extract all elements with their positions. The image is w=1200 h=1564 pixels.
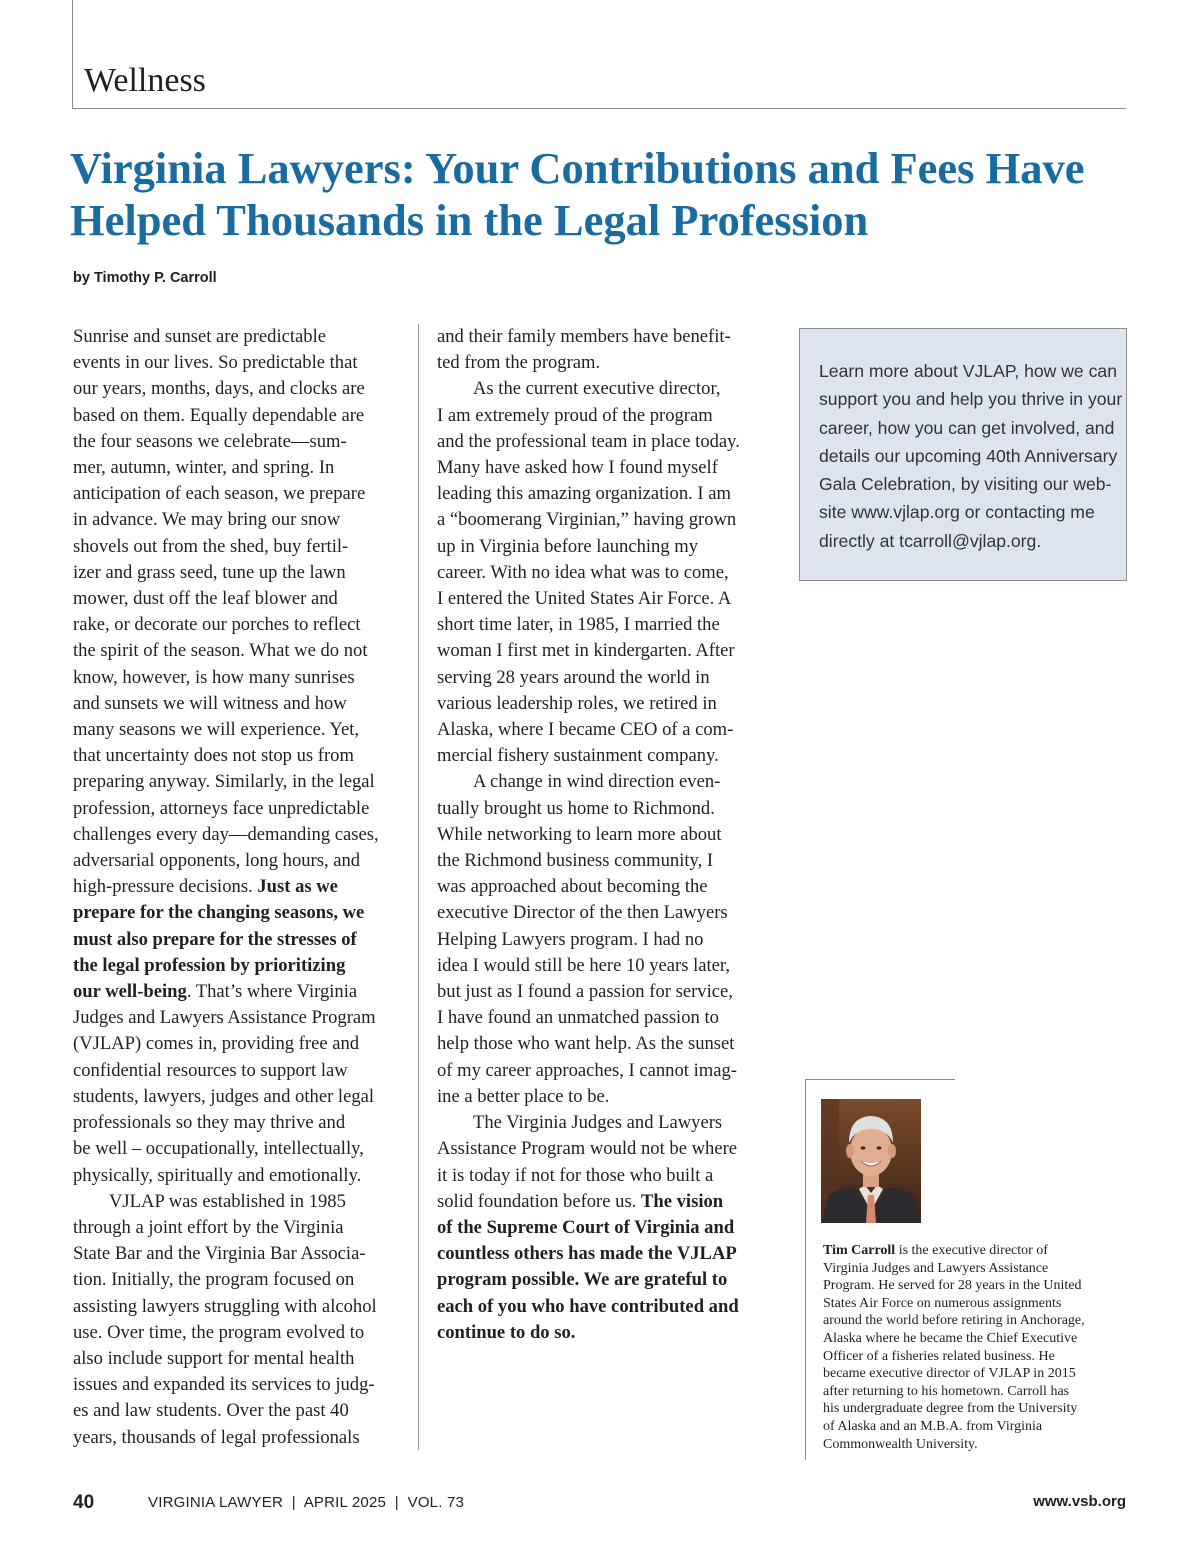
- body-line: I am extremely proud of the program: [437, 404, 713, 426]
- body-line: serving 28 years around the world in: [437, 666, 710, 688]
- body-line: Alaska, where I became CEO of a com-: [437, 719, 734, 741]
- body-line: but just as I found a passion for service,: [437, 981, 733, 1003]
- body-line: years, thousands of legal professionals: [73, 1426, 360, 1448]
- body-line: mercial fishery sustainment company.: [437, 745, 719, 767]
- body-line: es and law students. Over the past 40: [73, 1400, 349, 1422]
- body-line: [437, 1189, 767, 1215]
- info-line: site www.vjlap.org or contacting me: [819, 502, 1095, 523]
- bio-line: Commonwealth University.: [823, 1436, 978, 1452]
- website-url: www.vsb.org: [1033, 1493, 1126, 1510]
- body-line: (VJLAP) comes in, providing free and: [73, 1033, 360, 1055]
- body-line: the four seasons we celebrate—sum-: [73, 430, 347, 452]
- body-line: woman I first met in kindergarten. After: [437, 640, 735, 662]
- body-line: through a joint effort by the Virginia: [73, 1216, 344, 1238]
- body-line: adversarial opponents, long hours, and: [73, 850, 361, 872]
- body-line: many seasons we will experience. Yet,: [73, 719, 360, 741]
- body-line: our years, months, days, and clocks are: [73, 378, 365, 400]
- body-line: Many have asked how I found myself: [437, 457, 718, 479]
- body-line: know, however, is how many sunrises: [73, 666, 355, 688]
- headline-line-1: Virginia Lawyers: Your Contributions and Fees Have: [70, 143, 1085, 193]
- emphasis-text: The vision: [640, 1190, 724, 1212]
- body-line: shovels out from the shed, buy fertil-: [73, 535, 349, 557]
- info-line: details our upcoming 40th Anniversary: [819, 445, 1118, 466]
- body-line: Assistance Program would not be where: [437, 1138, 738, 1160]
- bio-line: Virginia Judges and Lawyers Assistance: [823, 1260, 1049, 1276]
- body-line: ted from the program.: [437, 352, 601, 374]
- body-line: that uncertainty does not stop us from: [73, 745, 354, 767]
- body-line: professionals so they may thrive and: [73, 1112, 346, 1134]
- body-line: preparing anyway. Similarly, in the legal: [73, 771, 375, 793]
- body-line: must also prepare for the stresses of: [73, 928, 357, 950]
- emphasis-text: Just as we: [257, 876, 338, 898]
- body-line: Helping Lawyers program. I had no: [437, 928, 704, 950]
- body-line: [73, 979, 403, 1005]
- bio-line: of Alaska and an M.B.A. from Virginia: [823, 1418, 1043, 1434]
- body-line: While networking to learn more about: [437, 823, 722, 845]
- vjlap-info-box: [799, 328, 1127, 581]
- bio-line: around the world before retiring in Anchorage,: [823, 1313, 1085, 1329]
- body-line: physically, spiritually and emotionally.: [73, 1164, 362, 1186]
- body-line: prepare for the changing seasons, we: [73, 902, 365, 924]
- byline: by Timothy P. Carroll: [73, 270, 217, 286]
- section-divider-vertical: [72, 0, 73, 108]
- info-line: support you and help you thrive in your: [819, 389, 1123, 410]
- body-line: program possible. We are grateful to: [437, 1269, 728, 1291]
- body-line: continue to do so.: [437, 1321, 576, 1343]
- magazine-issue: [148, 1494, 464, 1511]
- body-line: Judges and Lawyers Assistance Program: [73, 1007, 376, 1029]
- bio-line: after returning to his hometown. Carroll has: [823, 1383, 1070, 1399]
- info-line: Learn more about VJLAP, how we can: [819, 361, 1117, 381]
- body-line: students, lawyers, judges and other legal: [73, 1085, 375, 1107]
- body-line: of my career approaches, I cannot imag-: [437, 1059, 737, 1081]
- body-line: and the professional team in place today.: [437, 430, 740, 452]
- emphasis-text: our well-being: [73, 981, 187, 1003]
- body-line: up in Virginia before launching my: [437, 535, 699, 557]
- body-line: of the Supreme Court of Virginia and: [437, 1216, 735, 1238]
- bio-line: [823, 1242, 1133, 1260]
- body-line: ine a better place to be.: [437, 1085, 610, 1107]
- body-line: profession, attorneys face unpredictable: [73, 797, 370, 819]
- body-line: help those who want help. As the sunset: [437, 1033, 735, 1055]
- body-line: The Virginia Judges and Lawyers: [473, 1112, 723, 1134]
- bio-line: Officer of a fisheries related business. He: [823, 1348, 1055, 1364]
- author-bio: [823, 1242, 1133, 1453]
- body-line: Sunrise and sunset are predictable: [73, 326, 326, 347]
- body-line: issues and expanded its services to judg-: [73, 1374, 375, 1396]
- body-text: high-pressure decisions.: [73, 876, 258, 898]
- body-line: use. Over time, the program evolved to: [73, 1321, 365, 1343]
- body-line: I have found an unmatched passion to: [437, 1007, 719, 1029]
- body-line: in advance. We may bring our snow: [73, 509, 341, 531]
- body-line: also include support for mental health: [73, 1347, 355, 1369]
- column-divider: [418, 324, 419, 1450]
- body-line: the legal profession by prioritizing: [73, 954, 346, 976]
- article-headline: [70, 142, 1150, 246]
- body-line: I entered the United States Air Force. A: [437, 588, 732, 610]
- body-column-2: [437, 324, 767, 1346]
- body-line: the spirit of the season. What we do not: [73, 640, 368, 662]
- body-line: based on them. Equally dependable are: [73, 404, 365, 426]
- section-label: Wellness: [84, 62, 206, 99]
- author-portrait-icon: [821, 1099, 921, 1223]
- body-line: rake, or decorate our porches to reflect: [73, 614, 361, 636]
- body-line: [73, 874, 403, 900]
- body-line: countless others has made the VJLAP: [437, 1243, 737, 1265]
- body-line: izer and grass seed, tune up the lawn: [73, 561, 346, 583]
- body-line: each of you who have contributed and: [437, 1295, 739, 1317]
- body-line: A change in wind direction even-: [473, 771, 721, 793]
- magazine-issue-text: VIRGINIA LAWYER | APRIL 2025 | VOL. 73: [148, 1494, 465, 1511]
- bio-line: became executive director of VJLAP in 2015: [823, 1366, 1076, 1382]
- bio-text: is the executive director of: [895, 1243, 1048, 1258]
- info-line: career, how you can get involved, and: [819, 417, 1115, 438]
- body-line: short time later, in 1985, I married the: [437, 614, 720, 636]
- author-photo: [821, 1099, 921, 1223]
- body-line: was approached about becoming the: [437, 876, 708, 898]
- body-line: and their family members have benefit-: [437, 326, 731, 347]
- bio-divider-horizontal: [805, 1079, 955, 1080]
- headline-line-2: Helped Thousands in the Legal Profession: [70, 195, 869, 245]
- info-line: Gala Celebration, by visiting our web-: [819, 474, 1112, 495]
- body-line: executive Director of the then Lawyers: [437, 902, 728, 924]
- page-number: 40: [73, 1492, 95, 1513]
- body-line: anticipation of each season, we prepare: [73, 483, 366, 505]
- body-line: career. With no idea what was to come,: [437, 561, 729, 583]
- body-line: tually brought us home to Richmond.: [437, 797, 715, 819]
- info-line: directly at tcarroll@vjlap.org.: [819, 530, 1042, 551]
- body-line: it is today if not for those who built a: [437, 1164, 714, 1186]
- body-line: idea I would still be here 10 years later,: [437, 954, 731, 976]
- body-line: a “boomerang Virginian,” having grown: [437, 509, 737, 531]
- body-line: VJLAP was established in 1985: [109, 1190, 346, 1212]
- body-line: tion. Initially, the program focused on: [73, 1269, 355, 1291]
- body-line: challenges every day—demanding cases,: [73, 823, 379, 845]
- author-name: Tim Carroll: [823, 1243, 896, 1258]
- body-line: various leadership roles, we retired in: [437, 692, 717, 714]
- body-text: . That’s where Virginia: [186, 981, 358, 1003]
- body-line: leading this amazing organization. I am: [437, 483, 731, 505]
- bio-line: Program. He served for 28 years in the United: [823, 1278, 1082, 1294]
- section-divider-horizontal: [72, 108, 1126, 109]
- body-line: the Richmond business community, I: [437, 850, 714, 872]
- body-text: solid foundation before us.: [437, 1190, 641, 1212]
- body-line: State Bar and the Virginia Bar Associa-: [73, 1243, 366, 1265]
- body-line: be well – occupationally, intellectually,: [73, 1138, 364, 1160]
- body-line: As the current executive director,: [473, 378, 721, 400]
- body-line: assisting lawyers struggling with alcohol: [73, 1295, 377, 1317]
- body-line: mer, autumn, winter, and spring. In: [73, 457, 335, 479]
- bio-divider-vertical: [805, 1079, 806, 1460]
- body-line: and sunsets we will witness and how: [73, 692, 347, 714]
- body-column-1: [73, 324, 403, 1451]
- body-line: events in our lives. So predictable that: [73, 352, 358, 374]
- body-line: mower, dust off the leaf blower and: [73, 588, 338, 610]
- bio-line: States Air Force on numerous assignments: [823, 1295, 1062, 1311]
- bio-line: his undergraduate degree from the University: [823, 1401, 1078, 1417]
- body-line: confidential resources to support law: [73, 1059, 348, 1081]
- bio-line: Alaska where he became the Chief Executive: [823, 1330, 1078, 1346]
